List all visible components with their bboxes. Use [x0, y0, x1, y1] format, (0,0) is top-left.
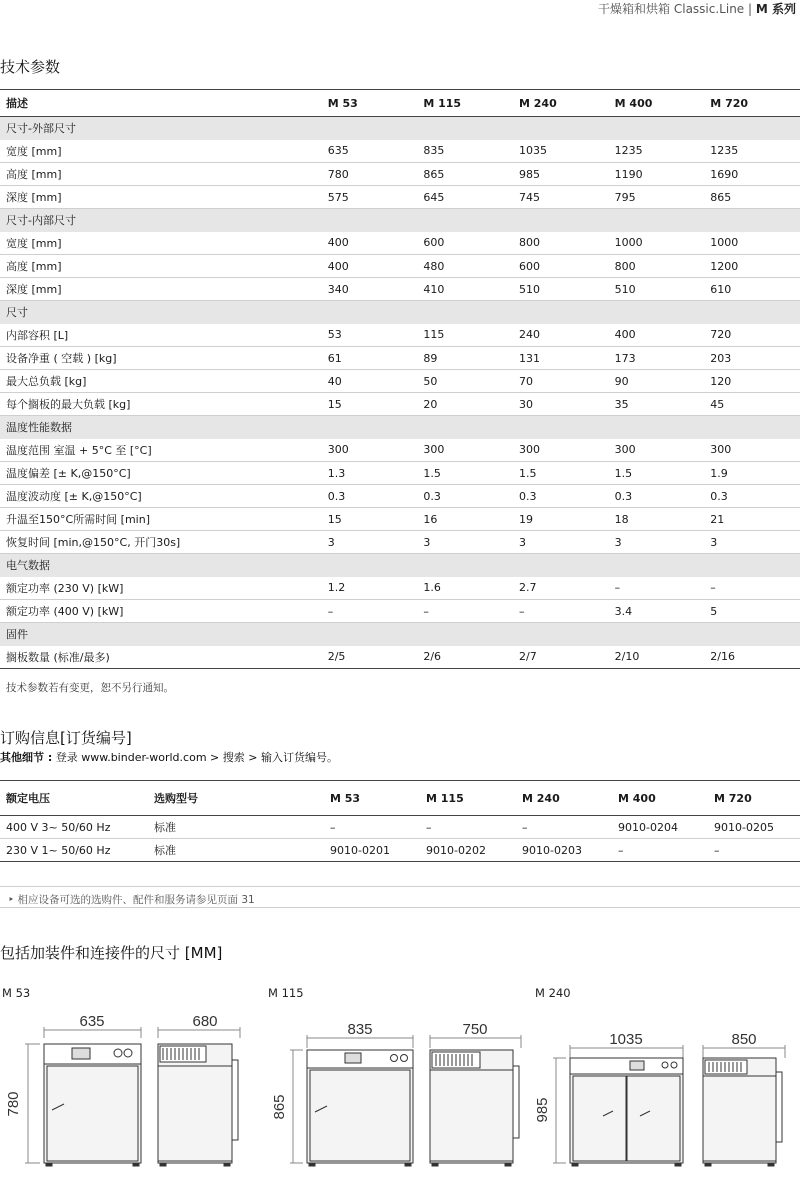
- spec-cell: 240: [513, 324, 609, 347]
- order-cell: –: [516, 816, 612, 839]
- spec-cell: 16: [417, 508, 513, 531]
- model-label-m53: M 53: [2, 986, 31, 1000]
- spec-row: [0, 646, 800, 669]
- m240-depth-label: 850: [731, 1031, 757, 1048]
- spec-cell: 410: [417, 278, 513, 301]
- order-column-header: M 53: [324, 781, 420, 816]
- spec-cell: –: [322, 600, 418, 623]
- m53-side-view: [158, 1027, 240, 1166]
- spec-cell: 50: [417, 370, 513, 393]
- spec-cell: 1.6: [417, 577, 513, 600]
- spec-cell: 3: [322, 531, 418, 554]
- spec-row-label: 宽度 [mm]: [0, 140, 322, 163]
- spec-row-label: 温度波动度 [± K,@150°C]: [0, 485, 322, 508]
- spec-column-header: M 53: [322, 90, 418, 117]
- order-column-header: M 400: [612, 781, 708, 816]
- order-cell: –: [420, 816, 516, 839]
- m53-height-label: 780: [5, 1091, 22, 1117]
- spec-row-label: 温度范围 室温 + 5°C 至 [°C]: [0, 439, 322, 462]
- spec-cell: 89: [417, 347, 513, 370]
- spec-cell: 203: [704, 347, 800, 370]
- spec-row: [0, 232, 800, 255]
- spec-group-row: [0, 554, 800, 577]
- spec-row: [0, 577, 800, 600]
- m240-height-label: 985: [534, 1097, 551, 1123]
- spec-row-label: 深度 [mm]: [0, 278, 322, 301]
- m115-width-label: 835: [347, 1021, 373, 1038]
- order-cell: 标准: [148, 839, 324, 862]
- spec-cell: 115: [417, 324, 513, 347]
- order-cell: 230 V 1~ 50/60 Hz: [0, 839, 148, 862]
- m240-side-view: [703, 1045, 785, 1166]
- spec-row: [0, 370, 800, 393]
- spec-row: [0, 186, 800, 209]
- spec-cell: 300: [704, 439, 800, 462]
- order-cell: 400 V 3~ 50/60 Hz: [0, 816, 148, 839]
- spec-group-row: [0, 209, 800, 232]
- spec-cell: 1690: [704, 163, 800, 186]
- order-cell: –: [708, 839, 800, 862]
- model-label-m240: M 240: [535, 986, 571, 1000]
- spec-cell: 300: [609, 439, 705, 462]
- order-cell: 9010-0205: [708, 816, 800, 839]
- spec-cell: 800: [609, 255, 705, 278]
- header-category: 干燥箱和烘箱 Classic.Line |: [598, 2, 753, 16]
- spec-cell: 300: [417, 439, 513, 462]
- order-column-header: M 240: [516, 781, 612, 816]
- order-subtitle-text: 登录 www.binder-world.com > 搜索 > 输入订货编号。: [52, 751, 338, 764]
- order-column-header: 额定电压: [0, 781, 148, 816]
- spec-group-name: 电气数据: [0, 554, 800, 577]
- spec-row-label: 升温至150°C所需时间 [min]: [0, 508, 322, 531]
- spec-group-row: [0, 301, 800, 324]
- spec-column-header: M 240: [513, 90, 609, 117]
- spec-column-header: 描述: [0, 90, 322, 117]
- spec-cell: 120: [704, 370, 800, 393]
- spec-group-name: 尺寸-外部尺寸: [0, 117, 800, 140]
- spec-group-name: 尺寸-内部尺寸: [0, 209, 800, 232]
- spec-group-row: [0, 416, 800, 439]
- spec-cell: 70: [513, 370, 609, 393]
- spec-row-label: 恢复时间 [min,@150°C, 开门30s]: [0, 531, 322, 554]
- spec-row-label: 高度 [mm]: [0, 255, 322, 278]
- spec-column-header: M 720: [704, 90, 800, 117]
- spec-header-row: [0, 90, 800, 117]
- spec-cell: 300: [322, 439, 418, 462]
- m115-side-view: [430, 1035, 521, 1166]
- spec-cell: 480: [417, 255, 513, 278]
- spec-footnote: 技术参数若有变更，恕不另行通知。: [6, 682, 174, 694]
- drawings-title: 包括加装件和连接件的尺寸 [MM]: [0, 944, 223, 962]
- spec-cell: 610: [704, 278, 800, 301]
- spec-cell: 2/10: [609, 646, 705, 669]
- spec-cell: 35: [609, 393, 705, 416]
- spec-cell: 800: [513, 232, 609, 255]
- m115-depth-label: 750: [462, 1021, 488, 1038]
- spec-row: [0, 347, 800, 370]
- spec-row-label: 深度 [mm]: [0, 186, 322, 209]
- spec-cell: 1.5: [609, 462, 705, 485]
- accessory-note: ‣ 相应设备可选的选购件、配件和服务请参见页面 31: [0, 886, 800, 908]
- spec-cell: 131: [513, 347, 609, 370]
- spec-cell: 0.3: [609, 485, 705, 508]
- spec-cell: 1190: [609, 163, 705, 186]
- spec-row: [0, 485, 800, 508]
- spec-cell: 90: [609, 370, 705, 393]
- spec-cell: 510: [609, 278, 705, 301]
- spec-cell: 1200: [704, 255, 800, 278]
- spec-cell: 3: [609, 531, 705, 554]
- spec-cell: 1.9: [704, 462, 800, 485]
- spec-cell: 600: [513, 255, 609, 278]
- spec-column-header: M 400: [609, 90, 705, 117]
- spec-row: [0, 278, 800, 301]
- spec-cell: 1035: [513, 140, 609, 163]
- spec-column-header: M 115: [417, 90, 513, 117]
- spec-cell: –: [513, 600, 609, 623]
- spec-cell: 1000: [609, 232, 705, 255]
- order-subtitle: [0, 749, 338, 765]
- spec-cell: 1235: [609, 140, 705, 163]
- spec-cell: 45: [704, 393, 800, 416]
- spec-cell: 173: [609, 347, 705, 370]
- order-column-header: M 115: [420, 781, 516, 816]
- spec-cell: 3: [513, 531, 609, 554]
- spec-cell: 865: [417, 163, 513, 186]
- spec-cell: 720: [704, 324, 800, 347]
- spec-cell: 3.4: [609, 600, 705, 623]
- spec-cell: 795: [609, 186, 705, 209]
- spec-group-row: [0, 117, 800, 140]
- spec-cell: 18: [609, 508, 705, 531]
- spec-row: [0, 600, 800, 623]
- spec-row: [0, 462, 800, 485]
- spec-cell: 2/16: [704, 646, 800, 669]
- spec-cell: 2/6: [417, 646, 513, 669]
- m53-depth-label: 680: [192, 1013, 218, 1030]
- spec-cell: –: [609, 577, 705, 600]
- spec-row-label: 每个搁板的最大负载 [kg]: [0, 393, 322, 416]
- spec-cell: 1000: [704, 232, 800, 255]
- page-header: [598, 0, 796, 17]
- spec-cell: 300: [513, 439, 609, 462]
- spec-cell: –: [417, 600, 513, 623]
- order-column-header: 选购型号: [148, 781, 324, 816]
- spec-group-row: [0, 623, 800, 646]
- spec-group-name: 固件: [0, 623, 800, 646]
- spec-title: 技术参数: [0, 58, 61, 76]
- spec-cell: 61: [322, 347, 418, 370]
- spec-cell: 1.5: [417, 462, 513, 485]
- order-cell: –: [324, 816, 420, 839]
- spec-row-label: 宽度 [mm]: [0, 232, 322, 255]
- spec-cell: 15: [322, 508, 418, 531]
- spec-cell: 1.5: [513, 462, 609, 485]
- spec-cell: 1235: [704, 140, 800, 163]
- spec-row: [0, 163, 800, 186]
- spec-cell: –: [704, 577, 800, 600]
- spec-cell: 30: [513, 393, 609, 416]
- spec-cell: 0.3: [417, 485, 513, 508]
- spec-cell: 985: [513, 163, 609, 186]
- spec-cell: 575: [322, 186, 418, 209]
- order-cell: 9010-0204: [612, 816, 708, 839]
- spec-group-name: 温度性能数据: [0, 416, 800, 439]
- order-row: [0, 839, 800, 862]
- spec-row-label: 内部容积 [L]: [0, 324, 322, 347]
- m53-front-view: [25, 1027, 141, 1166]
- m240-front-view: [553, 1045, 683, 1166]
- spec-row-label: 温度偏差 [± K,@150°C]: [0, 462, 322, 485]
- spec-row: [0, 508, 800, 531]
- spec-row-label: 最大总负载 [kg]: [0, 370, 322, 393]
- spec-cell: 5: [704, 600, 800, 623]
- spec-table: [0, 89, 800, 669]
- spec-row: [0, 531, 800, 554]
- dimension-drawings: [0, 1000, 800, 1192]
- spec-row: [0, 393, 800, 416]
- spec-cell: 2/7: [513, 646, 609, 669]
- m240-width-label: 1035: [609, 1031, 643, 1048]
- spec-cell: 2/5: [322, 646, 418, 669]
- spec-cell: 40: [322, 370, 418, 393]
- spec-cell: 400: [322, 232, 418, 255]
- spec-cell: 0.3: [704, 485, 800, 508]
- order-cell: 9010-0203: [516, 839, 612, 862]
- spec-row: [0, 324, 800, 347]
- order-table: [0, 780, 800, 862]
- spec-cell: 0.3: [513, 485, 609, 508]
- spec-cell: 1.3: [322, 462, 418, 485]
- spec-cell: 15: [322, 393, 418, 416]
- order-subtitle-bold: 其他细节 :: [0, 751, 53, 764]
- order-title: 订购信息[订货编号]: [0, 729, 132, 747]
- spec-cell: 3: [417, 531, 513, 554]
- spec-row: [0, 439, 800, 462]
- order-column-header: M 720: [708, 781, 800, 816]
- spec-cell: 53: [322, 324, 418, 347]
- spec-cell: 645: [417, 186, 513, 209]
- order-cell: 9010-0201: [324, 839, 420, 862]
- spec-cell: 510: [513, 278, 609, 301]
- spec-row-label: 设备净重 ( 空载 ) [kg]: [0, 347, 322, 370]
- spec-row-label: 搁板数量 (标准/最多): [0, 646, 322, 669]
- spec-row: [0, 255, 800, 278]
- m53-width-label: 635: [79, 1013, 105, 1030]
- spec-cell: 3: [704, 531, 800, 554]
- order-cell: 9010-0202: [420, 839, 516, 862]
- m115-front-view: [290, 1035, 413, 1166]
- spec-row-label: 额定功率 (400 V) [kW]: [0, 600, 322, 623]
- order-cell: 标准: [148, 816, 324, 839]
- order-header-row: [0, 781, 800, 816]
- spec-cell: 745: [513, 186, 609, 209]
- spec-row: [0, 140, 800, 163]
- spec-row-label: 高度 [mm]: [0, 163, 322, 186]
- spec-cell: 635: [322, 140, 418, 163]
- spec-cell: 340: [322, 278, 418, 301]
- order-cell: –: [612, 839, 708, 862]
- spec-cell: 21: [704, 508, 800, 531]
- spec-cell: 2.7: [513, 577, 609, 600]
- spec-cell: 1.2: [322, 577, 418, 600]
- m115-height-label: 865: [271, 1094, 288, 1120]
- spec-cell: 20: [417, 393, 513, 416]
- spec-cell: 600: [417, 232, 513, 255]
- spec-cell: 0.3: [322, 485, 418, 508]
- spec-cell: 780: [322, 163, 418, 186]
- spec-cell: 835: [417, 140, 513, 163]
- order-row: [0, 816, 800, 839]
- spec-cell: 400: [609, 324, 705, 347]
- header-series: M 系列: [755, 2, 796, 16]
- spec-group-name: 尺寸: [0, 301, 800, 324]
- spec-cell: 865: [704, 186, 800, 209]
- spec-cell: 400: [322, 255, 418, 278]
- model-label-m115: M 115: [268, 986, 304, 1000]
- spec-cell: 19: [513, 508, 609, 531]
- spec-row-label: 额定功率 (230 V) [kW]: [0, 577, 322, 600]
